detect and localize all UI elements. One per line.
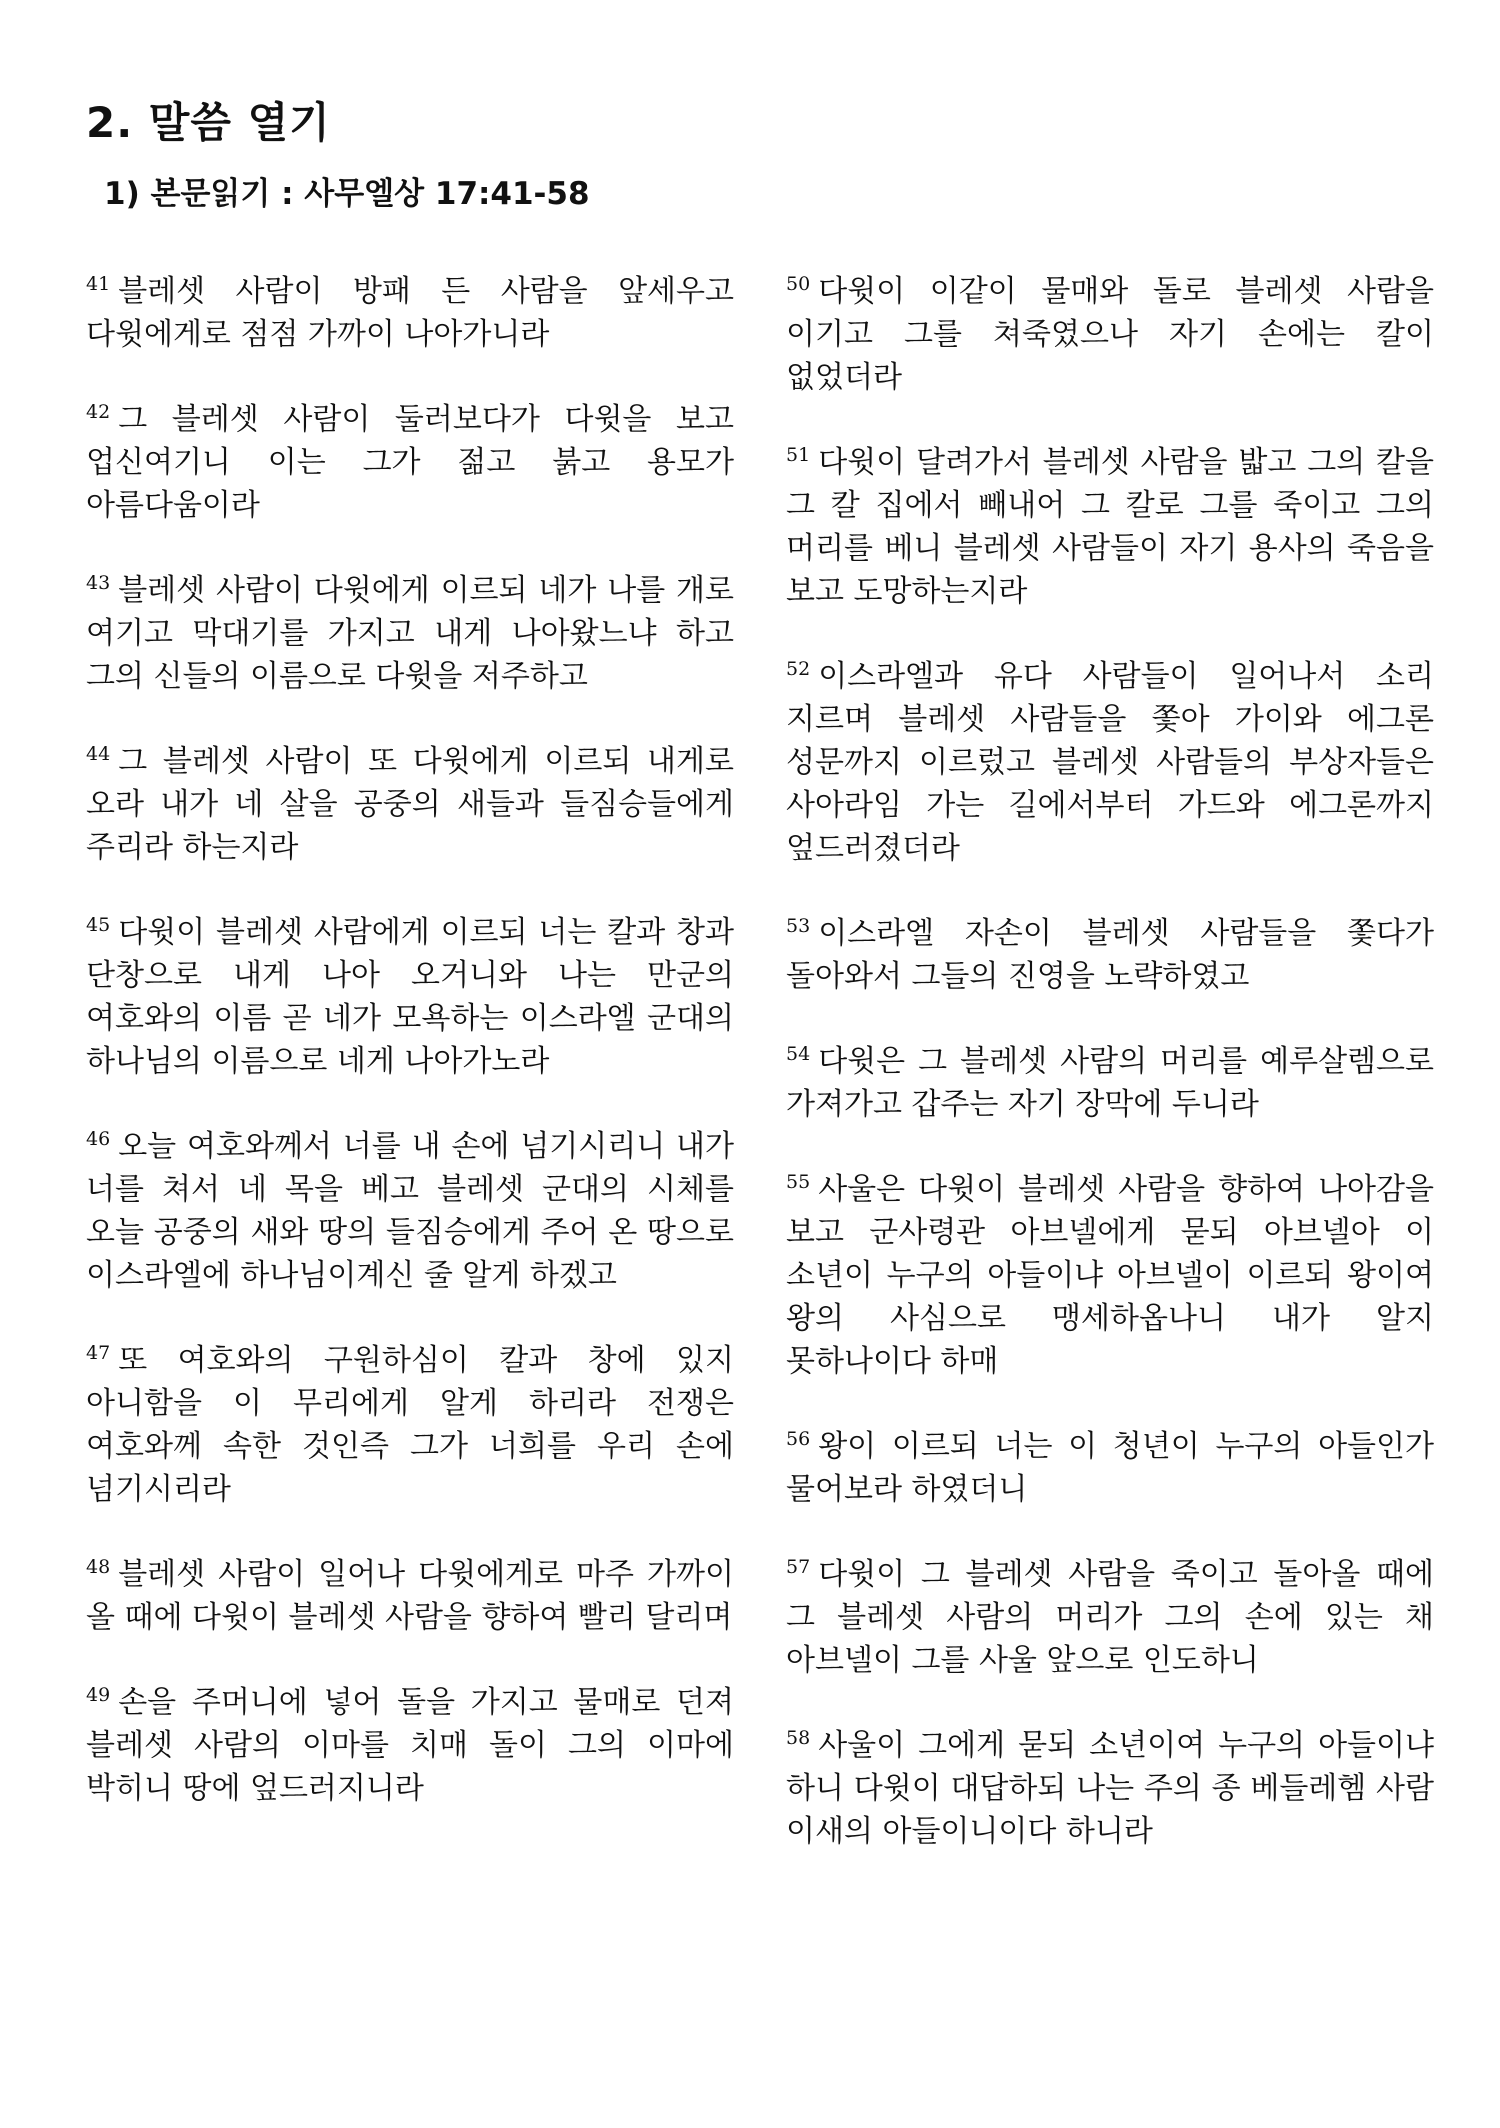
verse-number: 52 — [786, 658, 811, 680]
verse-45 — [86, 911, 734, 1083]
verse-number: 53 — [786, 915, 811, 937]
verse-number: 57 — [786, 1556, 811, 1578]
verse-text: 또 여호와의 구원하심이 칼과 창에 있지 아니함을 이 무리에게 알게 하리라 전쟁은 여호와께 속한 것인즉 그가 너희를 우리 손에 넘기시리라 — [86, 1343, 734, 1507]
verse-44 — [86, 740, 734, 869]
verse-text: 손을 주머니에 넣어 돌을 가지고 물매로 던져 블레셋 사람의 이마를 치매 돌이 그의 이마에 박히니 땅에 엎드러지니라 — [86, 1685, 734, 1806]
verse-number: 41 — [86, 273, 111, 295]
verse-number: 50 — [786, 273, 811, 295]
verse-text: 다윗이 이같이 물매와 돌로 블레셋 사람을 이기고 그를 쳐죽였으나 자기 손에는 칼이 없었더라 — [786, 274, 1434, 395]
verse-text: 블레셋 사람이 일어나 다윗에게로 마주 가까이 올 때에 다윗이 블레셋 사람을 향하여 빨리 달리며 — [86, 1557, 734, 1635]
verse-number: 58 — [786, 1727, 811, 1749]
verse-text: 다윗이 블레셋 사람에게 이르되 너는 칼과 창과 단창으로 내게 나아 오거니와 나는 만군의 여호와의 이름 곧 네가 모욕하는 이스라엘 군대의 하나님의 이름으로 네게 나아가노라 — [86, 915, 734, 1079]
verse-43 — [86, 569, 734, 698]
verse-53 — [786, 912, 1434, 998]
verse-54 — [786, 1040, 1434, 1126]
verse-text: 다윗은 그 블레셋 사람의 머리를 예루살렘으로 가져가고 갑주는 자기 장막에 두니라 — [786, 1044, 1434, 1122]
verse-number: 54 — [786, 1043, 811, 1065]
verse-number: 55 — [786, 1171, 811, 1193]
verse-48 — [86, 1553, 734, 1639]
verse-text: 사울은 다윗이 블레셋 사람을 향하여 나아감을 보고 군사령관 아브넬에게 묻되 아브넬아 이 소년이 누구의 아들이냐 아브넬이 이르되 왕이여 왕의 사심으로 맹세하옵나니 내가 알지 못하나이다 하매 — [786, 1172, 1434, 1379]
verse-52 — [786, 655, 1434, 870]
verse-number: 44 — [86, 743, 111, 765]
verse-text: 오늘 여호와께서 너를 내 손에 넘기시리니 내가 너를 쳐서 네 목을 베고 블레셋 군대의 시체를 오늘 공중의 새와 땅의 들짐승에게 주어 온 땅으로 이스라엘에 하나님이계신 줄 알게 하겠고 — [86, 1129, 734, 1293]
verse-number: 51 — [786, 444, 811, 466]
left-column — [86, 270, 734, 1852]
verse-text: 다윗이 그 블레셋 사람을 죽이고 돌아올 때에 그 블레셋 사람의 머리가 그의 손에 있는 채 아브넬이 그를 사울 앞으로 인도하니 — [786, 1557, 1434, 1678]
verse-number: 49 — [86, 1684, 111, 1706]
verse-46 — [86, 1125, 734, 1297]
verse-number: 45 — [86, 914, 111, 936]
verse-text: 왕이 이르되 너는 이 청년이 누구의 아들인가 물어보라 하였더니 — [786, 1429, 1434, 1507]
verse-text: 이스라엘과 유다 사람들이 일어나서 소리 지르며 블레셋 사람들을 쫓아 가이와 에그론 성문까지 이르렀고 블레셋 사람들의 부상자들은 사아라임 가는 길에서부터 가드와 에그론까지 엎드러졌더라 — [786, 659, 1434, 866]
verse-58 — [786, 1724, 1434, 1853]
verse-text: 이스라엘 자손이 블레셋 사람들을 쫓다가 돌아와서 그들의 진영을 노략하였고 — [786, 916, 1434, 994]
verse-number: 48 — [86, 1556, 111, 1578]
verse-text: 다윗이 달려가서 블레셋 사람을 밟고 그의 칼을 그 칼 집에서 빼내어 그 칼로 그를 죽이고 그의 머리를 베니 블레셋 사람들이 자기 용사의 죽음을 보고 도망하는지라 — [786, 445, 1434, 609]
reading-title: 1) 본문읽기 : 사무엘상 17:41-58 — [104, 176, 590, 212]
verse-57 — [786, 1553, 1434, 1682]
verse-50 — [786, 270, 1434, 399]
verse-47 — [86, 1339, 734, 1511]
verse-text: 블레셋 사람이 다윗에게 이르되 네가 나를 개로 여기고 막대기를 가지고 내게 나아왔느냐 하고 그의 신들의 이름으로 다윗을 저주하고 — [86, 573, 734, 694]
verse-text: 블레셋 사람이 방패 든 사람을 앞세우고 다윗에게로 점점 가까이 나아가니라 — [86, 274, 734, 352]
verse-text: 그 블레셋 사람이 둘러보다가 다윗을 보고 업신여기니 이는 그가 젊고 붉고 용모가 아름다움이라 — [86, 402, 734, 523]
verse-number: 56 — [786, 1428, 811, 1450]
verse-number: 42 — [86, 401, 111, 423]
verse-number: 47 — [86, 1342, 111, 1364]
verse-text: 사울이 그에게 묻되 소년이여 누구의 아들이냐 하니 다윗이 대답하되 나는 주의 종 베들레헴 사람 이새의 아들이니이다 하니라 — [786, 1728, 1434, 1849]
verse-text: 그 블레셋 사람이 또 다윗에게 이르되 내게로 오라 내가 네 살을 공중의 새들과 들짐승들에게 주리라 하는지라 — [86, 744, 734, 865]
section-title: 2. 말씀 열기 — [86, 98, 331, 147]
verse-55 — [786, 1168, 1434, 1383]
verse-51 — [786, 441, 1434, 613]
verse-56 — [786, 1425, 1434, 1511]
verse-49 — [86, 1681, 734, 1810]
verse-number: 46 — [86, 1128, 111, 1150]
verse-41 — [86, 270, 734, 356]
right-column — [786, 270, 1434, 1895]
verse-42 — [86, 398, 734, 527]
verse-number: 43 — [86, 572, 111, 594]
